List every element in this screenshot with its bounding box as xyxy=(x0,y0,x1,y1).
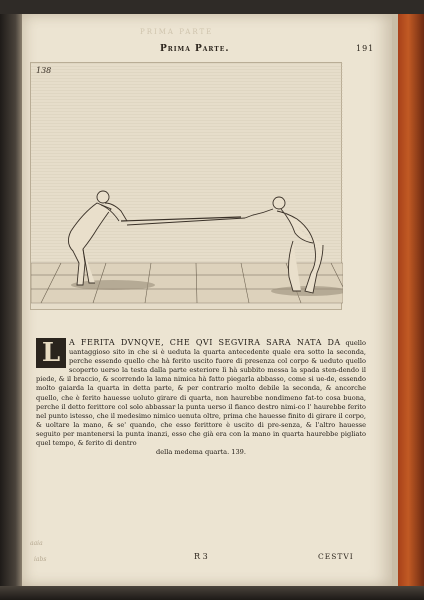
margin-annotation: iabs xyxy=(34,556,47,563)
show-through-text: PRIMA PARTE xyxy=(140,28,214,36)
decorated-initial: L xyxy=(36,338,66,368)
fencing-engraving xyxy=(31,63,343,311)
engraving-plate xyxy=(30,62,342,310)
closing-line: della medema quarta. 139. xyxy=(156,448,246,457)
margin-annotation: aaia xyxy=(30,540,43,547)
book-gutter-edge xyxy=(0,14,22,586)
running-head: Prima Parte. xyxy=(160,44,230,54)
catchword: CESTVI xyxy=(318,552,354,561)
opening-line: A FERITA DVNQVE, CHE QVI SEGVIRA SARA NATA DA xyxy=(69,338,341,347)
body-paragraph: quello uantaggioso sito in che si è ueduta la quarta antecedente quale era sotto la seconda, perche essendo quello che hà ferito uscito fuore di presenza col corpo & ueduto quello scoperto uerso la testa dalla parte esteriore lì hà subbito messa la spada sten-dendo il piede, & il braccio, & scorrendo la lama nimica hà fatto piegarla abbasso, come si ue-de, essendo molto gaiarda la quarta in detta parte, & per contrario molto debile la seconda, & ancorche quello, che è ferito hauesse uoluto girare di quarta, non haurebbe nondimeno fat-to cosa buona, perche il detto ferittore col solo abbassar la punta uerso il fianco destro nimi-co l' haurebbe ferito nel punto istesso, che il medesimo nimico uenuta oltre, prima che hauesse finito di girare il corpo, & uoltare la mano, & se' quando, che esso ferittore è uscito di pre-senza, & l'altro hauesse seguito per mantenersi la punta inanzi, esso che già era con la mano in quarta haurebbe pigliato quel tempo, & ferito di dentro xyxy=(36,339,366,448)
book-bottom-edge xyxy=(0,586,424,600)
signature-mark: R 3 xyxy=(194,552,208,561)
page-number: 191 xyxy=(356,44,375,53)
book-fore-edge xyxy=(398,14,424,586)
plate-number: 138 xyxy=(36,66,52,75)
main-text-block xyxy=(36,338,366,457)
